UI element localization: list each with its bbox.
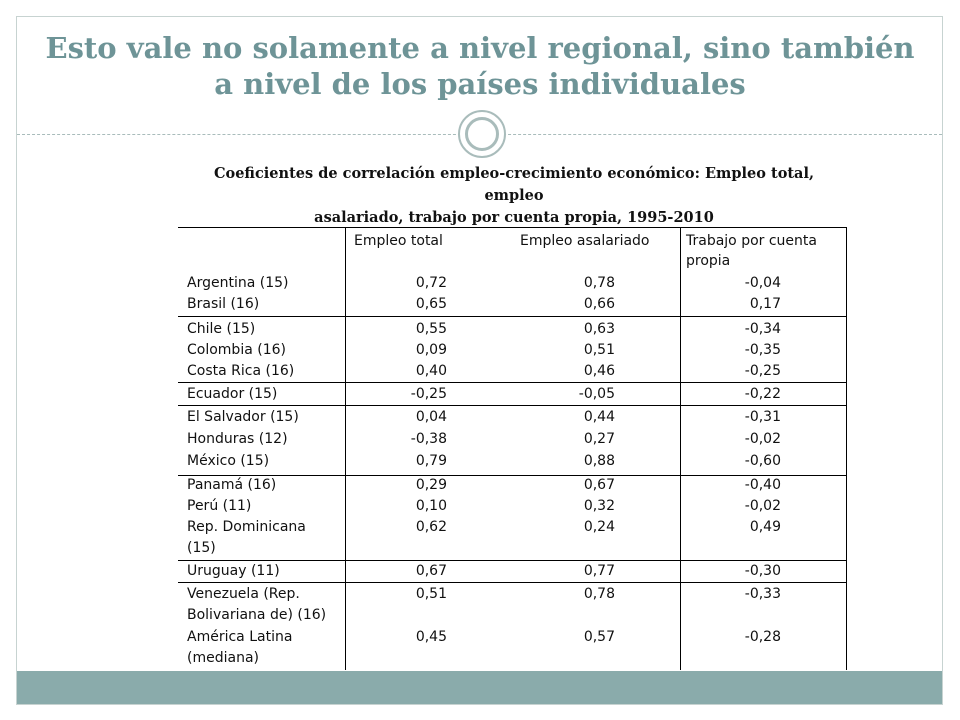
row-empleo-total: 0,09 — [415, 342, 447, 358]
row-country: Brasil (16) — [187, 296, 260, 312]
row-empleo-asalariado: 0,32 — [583, 498, 615, 514]
row-country: Costa Rica (16) — [187, 363, 295, 379]
row-empleo-asalariado: 0,67 — [583, 477, 615, 493]
row-cuenta-propia: -0,40 — [744, 477, 781, 493]
table-hrule — [178, 405, 847, 406]
row-empleo-asalariado: 0,24 — [583, 519, 615, 535]
row-empleo-asalariado: 0,46 — [583, 363, 615, 379]
row-cuenta-propia: -0,31 — [744, 409, 781, 425]
row-empleo-total: 0,55 — [415, 321, 447, 337]
row-empleo-total: 0,65 — [415, 296, 447, 312]
row-empleo-asalariado: -0,05 — [578, 386, 615, 402]
row-cuenta-propia: -0,34 — [744, 321, 781, 337]
row-empleo-asalariado: 0,66 — [583, 296, 615, 312]
row-country: Panamá (16) — [187, 477, 277, 493]
row-cuenta-propia: -0,22 — [744, 386, 781, 402]
correlation-table — [178, 227, 847, 670]
row-country: América Latina — [187, 629, 293, 645]
row-cuenta-propia: -0,02 — [744, 498, 781, 514]
row-cuenta-propia: -0,02 — [744, 431, 781, 447]
slide-title-line-2: a nivel de los países individuales — [214, 67, 746, 101]
row-empleo-asalariado: 0,78 — [583, 586, 615, 602]
row-empleo-asalariado: 0,27 — [583, 431, 615, 447]
row-cuenta-propia: -0,30 — [744, 563, 781, 579]
table-caption-line-2: asalariado, trabajo por cuenta propia, 1995-2010 — [314, 209, 714, 226]
row-cuenta-propia: 0,49 — [749, 519, 781, 535]
row-empleo-asalariado: 0,63 — [583, 321, 615, 337]
row-empleo-asalariado: 0,57 — [583, 629, 615, 645]
header-cuenta-propia-line-1: Trabajo por cuenta — [686, 233, 817, 249]
row-country-line-2: Bolivariana de) (16) — [187, 607, 327, 623]
row-country-line-2: (15) — [187, 540, 216, 556]
slide-title — [30, 30, 930, 102]
table-vrule — [846, 227, 847, 670]
row-empleo-total: -0,38 — [410, 431, 447, 447]
table-vrule — [680, 227, 681, 670]
header-empleo-total: Empleo total — [354, 233, 443, 249]
header-empleo-asalariado: Empleo asalariado — [520, 233, 650, 249]
row-empleo-asalariado: 0,78 — [583, 275, 615, 291]
table-caption — [200, 163, 828, 229]
row-empleo-total: 0,72 — [415, 275, 447, 291]
row-empleo-total: 0,79 — [415, 453, 447, 469]
table-hrule — [178, 316, 847, 317]
row-empleo-total: 0,67 — [415, 563, 447, 579]
row-cuenta-propia: -0,04 — [744, 275, 781, 291]
row-empleo-total: 0,10 — [415, 498, 447, 514]
row-empleo-total: 0,62 — [415, 519, 447, 535]
table-hrule — [178, 227, 847, 228]
row-cuenta-propia: 0,17 — [749, 296, 781, 312]
row-empleo-asalariado: 0,88 — [583, 453, 615, 469]
row-cuenta-propia: -0,35 — [744, 342, 781, 358]
row-country: Argentina (15) — [187, 275, 289, 291]
row-empleo-total: 0,45 — [415, 629, 447, 645]
table-caption-line-1: Coeficientes de correlación empleo-crecimiento económico: Empleo total, empleo — [213, 165, 815, 204]
row-empleo-asalariado: 0,44 — [583, 409, 615, 425]
header-cuenta-propia-line-2: propia — [686, 253, 731, 269]
row-country: Venezuela (Rep. — [187, 586, 300, 602]
table-hrule — [178, 382, 847, 383]
row-country: Perú (11) — [187, 498, 252, 514]
row-empleo-total: 0,29 — [415, 477, 447, 493]
row-empleo-total: -0,25 — [410, 386, 447, 402]
circle-ornament-icon — [458, 110, 506, 158]
row-country-line-2: (mediana) — [187, 650, 259, 666]
row-empleo-asalariado: 0,77 — [583, 563, 615, 579]
row-cuenta-propia: -0,60 — [744, 453, 781, 469]
row-country: Ecuador (15) — [187, 386, 278, 402]
row-empleo-asalariado: 0,51 — [583, 342, 615, 358]
row-cuenta-propia: -0,33 — [744, 586, 781, 602]
row-country: Honduras (12) — [187, 431, 288, 447]
row-empleo-total: 0,51 — [415, 586, 447, 602]
row-empleo-total: 0,04 — [415, 409, 447, 425]
table-hrule — [178, 582, 847, 583]
row-country: Chile (15) — [187, 321, 256, 337]
row-country: Colombia (16) — [187, 342, 286, 358]
row-empleo-total: 0,40 — [415, 363, 447, 379]
row-country: Uruguay (11) — [187, 563, 280, 579]
table-vrule — [345, 227, 346, 670]
row-country: México (15) — [187, 453, 270, 469]
row-country: El Salvador (15) — [187, 409, 299, 425]
row-cuenta-propia: -0,25 — [744, 363, 781, 379]
footer-accent-bar — [17, 671, 942, 704]
slide-title-line-1: Esto vale no solamente a nivel regional, sino también — [45, 31, 915, 65]
row-cuenta-propia: -0,28 — [744, 629, 781, 645]
row-country: Rep. Dominicana — [187, 519, 306, 535]
